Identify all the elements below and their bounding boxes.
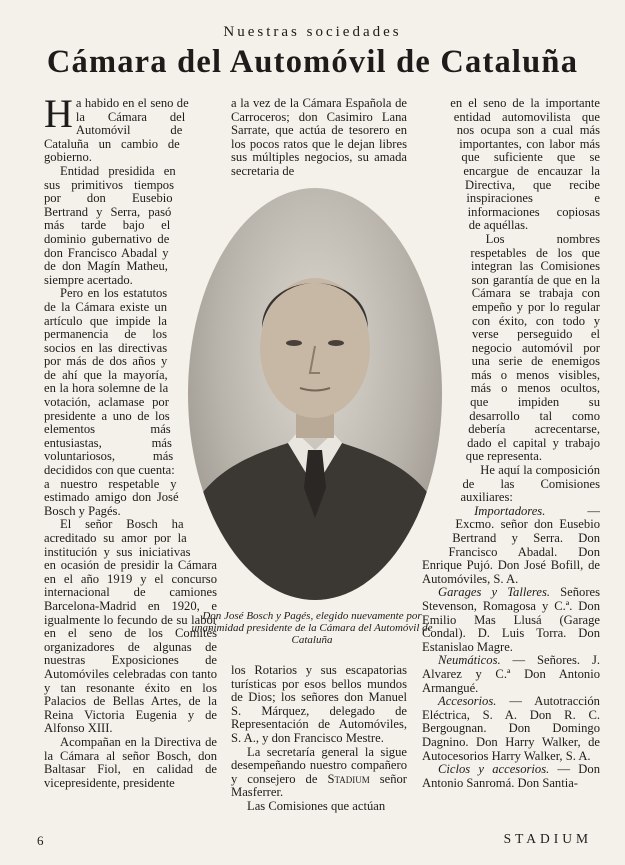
- paragraph: a la vez de la Cámara Española de Carroceros; don Casimiro Lana Sarrate, que actúa de tesorero en los pocos ratos que le dejan libres sus múltiples negocios, su amada secretaria de: [231, 96, 407, 178]
- paragraph: Pero en los estatutos de la Cámara existe un artículo que impide la permanencia de los socios en las directivas por más de dos años y de ahí que la mayoría, en la hora solemne de la votación, aclamase por presidente a uno de los elementos más entusiastas, más voluntariosos, más decididos con que cuenta: a nuestro respetable y estimado amigo don José Bosch y Pagés.: [44, 286, 179, 518]
- paragraph: Acompañan en la Directiva de la Cámara al señor Bosch, don Baltasar Fiol, en calidad de vicepresidente, presidente: [44, 734, 217, 790]
- paragraph: He aquí la composición de las Comisiones auxiliares:: [460, 463, 600, 505]
- column-middle-top: [231, 97, 407, 179]
- paragraph: Los nombres respetables de los que integran las Comisiones son garantía de que en la Cámara se trabaja con empeño y por lo regular con éxito, con todo y verse perseguido el negocio automóvil por una serie de enemigos más o menos visibles, más o menos ocultos, que impiden su desarrollo tal como debería acrecentarse, dado el capital y trabajo que representa.: [465, 231, 600, 464]
- publication-mention: Stadium: [327, 771, 370, 786]
- section-kicker: Nuestras sociedades: [223, 24, 402, 40]
- paragraph: Las Comisiones que actúan: [247, 798, 386, 813]
- paragraph-intro: Ha habido en el seno de la Cámara del Automóvil de Cataluña un cambio de gobierno.: [44, 91, 189, 165]
- article-title: Cámara del Automóvil de Cataluña: [46, 44, 579, 80]
- page-number: 6: [37, 833, 44, 848]
- paragraph: en el seno de la importante entidad automovilista que nos ocupa son a cual más importantes, con labor más que suficiente que se encargue de encauzar la Directiva, que recibe inspiraciones e informaciones copiosas de aquéllas.: [450, 96, 600, 233]
- committee-garages: Garages y Talleres. Señores Stevenson, Romagosa y C.ª. Don Emilio Mas Llusá (Garage Condal). D. Luis Torra. Don Estanislao Magre.: [422, 585, 600, 654]
- committee-importadores: Importadores. — Excmo. señor don Eusebio Bertrand y Serra. Don Francisco Abadal. Don Enrique Pujó. Don José Bofill, de Automóviles, S. A.: [422, 503, 600, 586]
- paragraph: La secretaría general la sigue desempeñando nuestro compañero y consejero de Stadium señor Masferrer.: [231, 744, 407, 800]
- committee-accesorios: Accesorios. — Autotracción Eléctrica, S. A. Don R. C. Bergougnan. Don Domingo Dagnino. Don Harry Walker, de Autocesorios Harry Walker, S. A.: [422, 694, 600, 763]
- publication-name: STADIUM: [503, 831, 592, 846]
- column-middle-bottom: [231, 664, 407, 814]
- paragraph: El señor Bosch ha acreditado su amor por la institución y sus iniciativas en ocasión de presidir la Cámara en el año 1919 y el concurso internacional de camiones Barcelona-Madrid en 1920, e igualmente lo fecundo de su labor en el seno de los Comités organizadores de algunas de nuestras Exposiciones de Automóviles celebradas con tanto y tan resonante éxito en los Palacios de Bellas Artes, de la Reina Victoria Eugenia y de Alfonso XIII.: [44, 517, 217, 736]
- column-right: [422, 97, 600, 790]
- drop-cap: H: [44, 91, 73, 136]
- paragraph: los Rotarios y sus escapatorias turísticas por esos bellos mundos de Dios; los señores don Manuel S. Márquez, delegado de Representación de Automóviles, S. A., y don Francisco Mestre.: [231, 663, 407, 745]
- portrait-photo: [188, 188, 442, 600]
- paragraph: Entidad presidida en sus primitivos tiempos por don Eusebio Bertrand y Serra, pasó más tarde bajo el dominio gubernativo de don Francisco Abadal y de don Magín Matheu, siempre acertado.: [44, 163, 176, 287]
- photo-caption: Don José Bosch y Pagés, elegido nuevamente por unanimidad presidente de la Cámara del Automóvil de Cataluña: [191, 610, 433, 646]
- committee-neumaticos: Neumáticos. — Señores. J. Alvarez y C.ª Don Antonio Armangué.: [422, 653, 600, 695]
- committee-ciclos: Ciclos y accesorios. — Don Antonio Sanromá. Don Santia-: [422, 762, 600, 790]
- portrait-illustration: [188, 188, 442, 600]
